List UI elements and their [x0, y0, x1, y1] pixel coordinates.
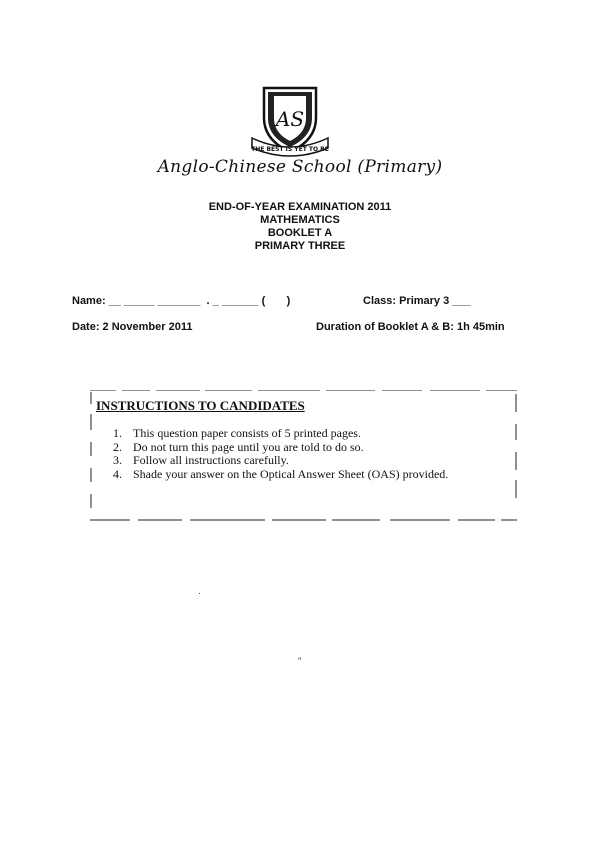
instruction-text: This question paper consists of 5 printed pages. [133, 426, 361, 440]
instruction-item [113, 426, 361, 441]
school-crest-logo [250, 82, 330, 162]
date-field: Date: 2 November 2011 [72, 321, 193, 333]
exam-subject: MATHEMATICS [260, 214, 340, 226]
instruction-number: 4. [113, 467, 122, 481]
name-field: Name: __ _____ _______ . _ ______ ( ) [72, 295, 291, 307]
stray-dot: · [198, 588, 201, 598]
instruction-item [113, 467, 448, 482]
instruction-item [113, 453, 289, 468]
instruction-text: Follow all instructions carefully. [133, 453, 289, 467]
duration-field: Duration of Booklet A & B: 1h 45min [316, 321, 505, 333]
instruction-number: 2. [113, 440, 122, 454]
svg-text:AS: AS [275, 107, 305, 131]
class-field: Class: Primary 3 ___ [363, 295, 471, 307]
instruction-text: Shade your answer on the Optical Answer Sheet (OAS) provided. [133, 467, 449, 481]
exam-title: END-OF-YEAR EXAMINATION 2011 [208, 201, 392, 213]
exam-booklet: BOOKLET A [267, 227, 333, 239]
exam-level: PRIMARY THREE [254, 240, 346, 252]
stray-mark: ′′ [298, 656, 302, 666]
instruction-text: Do not turn this page until you are told to do so. [133, 440, 364, 454]
instructions-title: INSTRUCTIONS TO CANDIDATES [96, 398, 305, 413]
instruction-number: 3. [113, 453, 122, 467]
school-name: Anglo-Chinese School (Primary) [157, 157, 443, 177]
instruction-number: 1. [113, 426, 122, 440]
svg-text:THE BEST IS YET TO BE: THE BEST IS YET TO BE [251, 146, 329, 153]
